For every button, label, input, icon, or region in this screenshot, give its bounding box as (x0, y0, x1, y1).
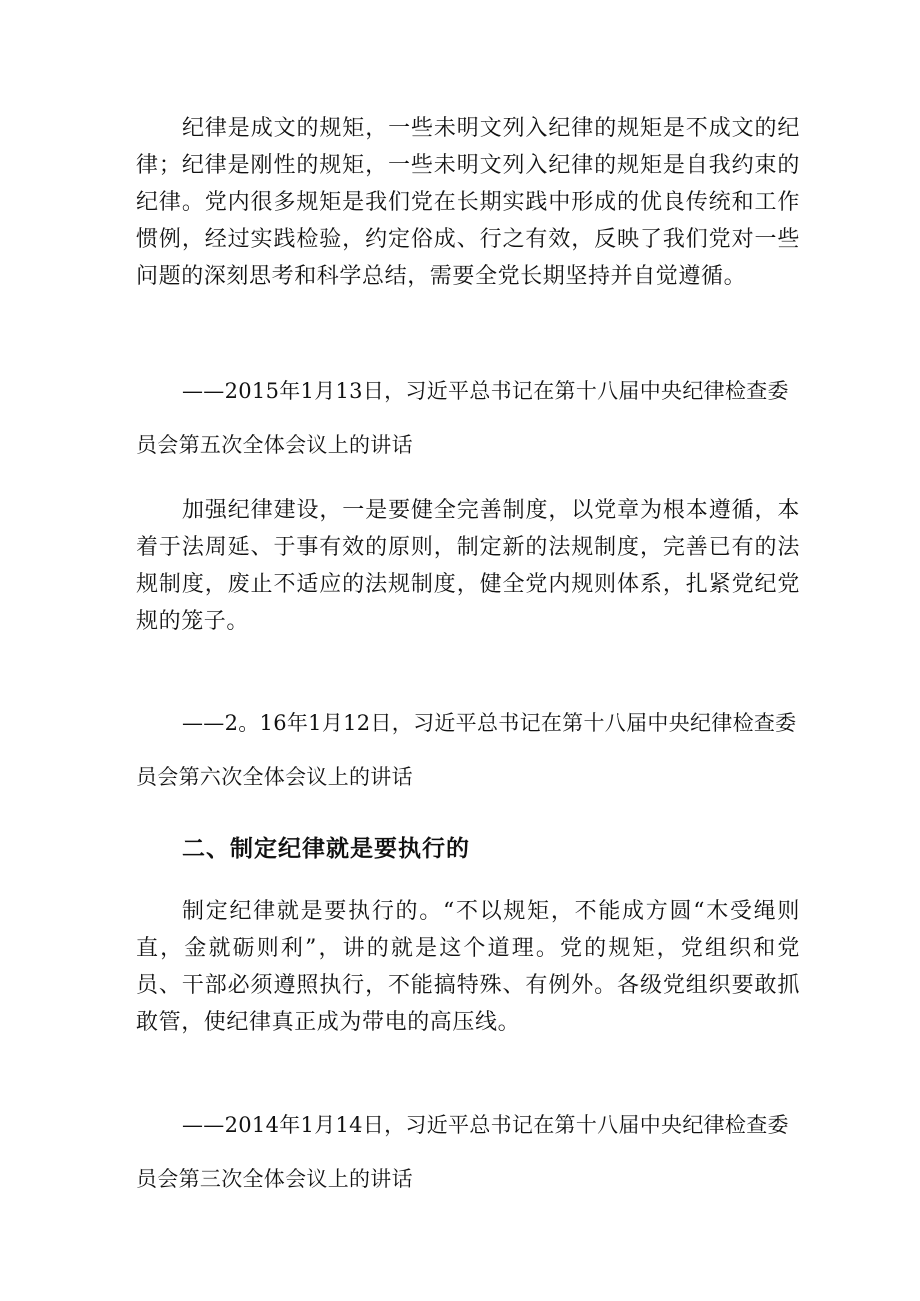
paragraph-discipline-building: 加强纪律建设，一是要健全完善制度，以党章为根本遵循，本着于法周延、于事有效的原则，制定新的法规制度，完善已有的法规制度，废止不适应的法规制度，健全党内规则体系，扎紧党纪党规的笼子。 (136, 498, 800, 634)
quote-source-2014: ——2014年1月14日，习近平总书记在第十八届中央纪律检查委员会第三次全体会议上的讲话 (136, 1113, 789, 1191)
quote-source-2015: ——2015年1月13日，习近平总书记在第十八届中央纪律检查委员会第五次全体会议上的讲话 (136, 379, 789, 457)
quote-source-2016: ——2。16年1月12日，习近平总书记在第十八届中央纪律检查委员会第六次全体会议上的讲话 (136, 711, 797, 789)
paragraph-enforce-discipline: 制定纪律就是要执行的。“不以规矩，不能成方圆“木受绳则直，金就砺则利”，讲的就是这个道理。党的规矩，党组织和党员、干部必须遵照执行，不能搞特殊、有例外。各级党组织要敢抓敢管，使纪律真正成为带电的高压线。 (136, 899, 800, 1035)
section-heading: 二、制定纪律就是要执行的 (182, 836, 470, 862)
paragraph-rules-discipline: 纪律是成文的规矩，一些未明文列入纪律的规矩是不成文的纪律；纪律是刚性的规矩，一些未明文列入纪律的规矩是自我约束的纪律。党内很多规矩是我们党在长期实践中形成的优良传统和工作惯例，经过实践检验，约定俗成、行之有效，反映了我们党对一些问题的深刻思考和科学总结，需要全党长期坚持并自觉遵循。 (136, 116, 800, 289)
